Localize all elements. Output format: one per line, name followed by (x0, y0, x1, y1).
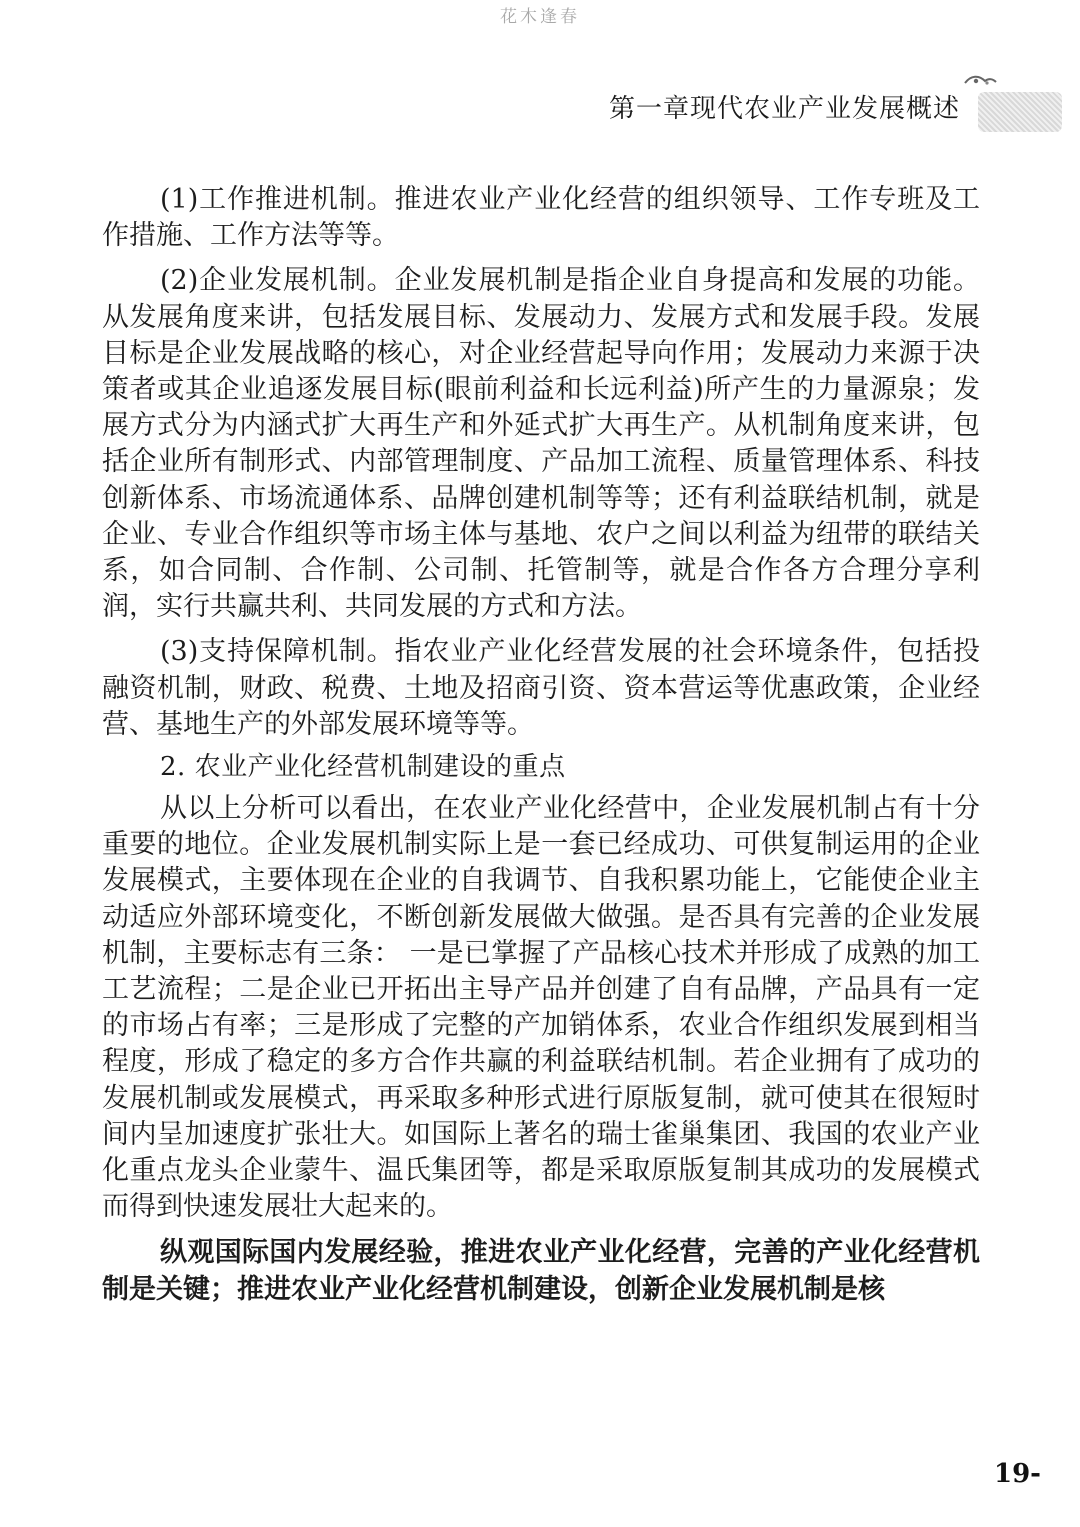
page-body (102, 182, 980, 1308)
ornament-icon (963, 72, 997, 88)
scan-smudge (978, 92, 1062, 132)
section-heading: 2. 农业产业化经营机制建设的重点 (160, 752, 566, 783)
paragraph-key-points: 从以上分析可以看出，在农业产业化经营中，企业发展机制占有十分重要的地位。企业发展机制实际上是一套已经成功、可供复制运用的企业发展模式，主要体现在企业的自我调节、自我积累功能上，它能使企业主动适应外部环境变化，不断创新发展做大做强。是否具有完善的企业发展机制，主要标志有三条： 一是已掌握了产品核心技术并形成了成熟的加工工艺流程；二是企业已开拓出主导产品并创建了自有品牌，产品具有一定的市场占有率；三是形成了完整的产加销体系，农业合作组织发展到相当程度，形成了稳定的多方合作共赢的利益联结机制。若企业拥有了成功的发展机制或发展模式，再采取多种形式进行原版复制，就可使其在很短时间内呈加速度扩张壮大。如国际上著名的瑞士雀巢集团、我国的农业产业化重点龙头企业蒙牛、温氏集团等，都是采取原版复制其成功的发展模式而得到快速发展壮大起来的。 (102, 793, 980, 1223)
chapter-header: 第一章现代农业产业发展概述 (608, 94, 960, 124)
paragraph-support-mechanism: (3)支持保障机制。指农业产业化经营发展的社会环境条件，包括投融资机制，财政、税费、土地及招商引资、资本营运等优惠政策，企业经营、基地生产的外部发展环境等等。 (102, 636, 980, 740)
watermark-text: 花木逢春 (500, 7, 580, 27)
paragraph-conclusion: 纵观国际国内发展经验，推进农业产业化经营，完善的产业化经营机制是关键；推进农业产业化经营机制建设，创新企业发展机制是核 (102, 1237, 980, 1305)
paragraph-enterprise-mechanism: (2)企业发展机制。企业发展机制是指企业自身提高和发展的功能。从发展角度来讲，包括发展目标、发展动力、发展方式和发展手段。发展目标是企业发展战略的核心，对企业经营起导向作用；发展动力来源于决策者或其企业追逐发展目标(眼前利益和长远利益)所产生的力量源泉；发展方式分为内涵式扩大再生产和外延式扩大再生产。从机制角度来讲，包括企业所有制形式、内部管理制度、产品加工流程、质量管理体系、科技创新体系、市场流通体系、品牌创建机制等等；还有利益联结机制，就是企业、专业合作组织等市场主体与基地、农户之间以利益为纽带的联结关系，如合同制、合作制、公司制、托管制等，就是合作各方合理分享利润，实行共赢共利、共同发展的方式和方法。 (102, 265, 980, 623)
page-number: 19- (994, 1459, 1041, 1489)
paragraph-work-mechanism: (1)工作推进机制。推进农业产业化经营的组织领导、工作专班及工作措施、工作方法等等。 (102, 184, 980, 252)
